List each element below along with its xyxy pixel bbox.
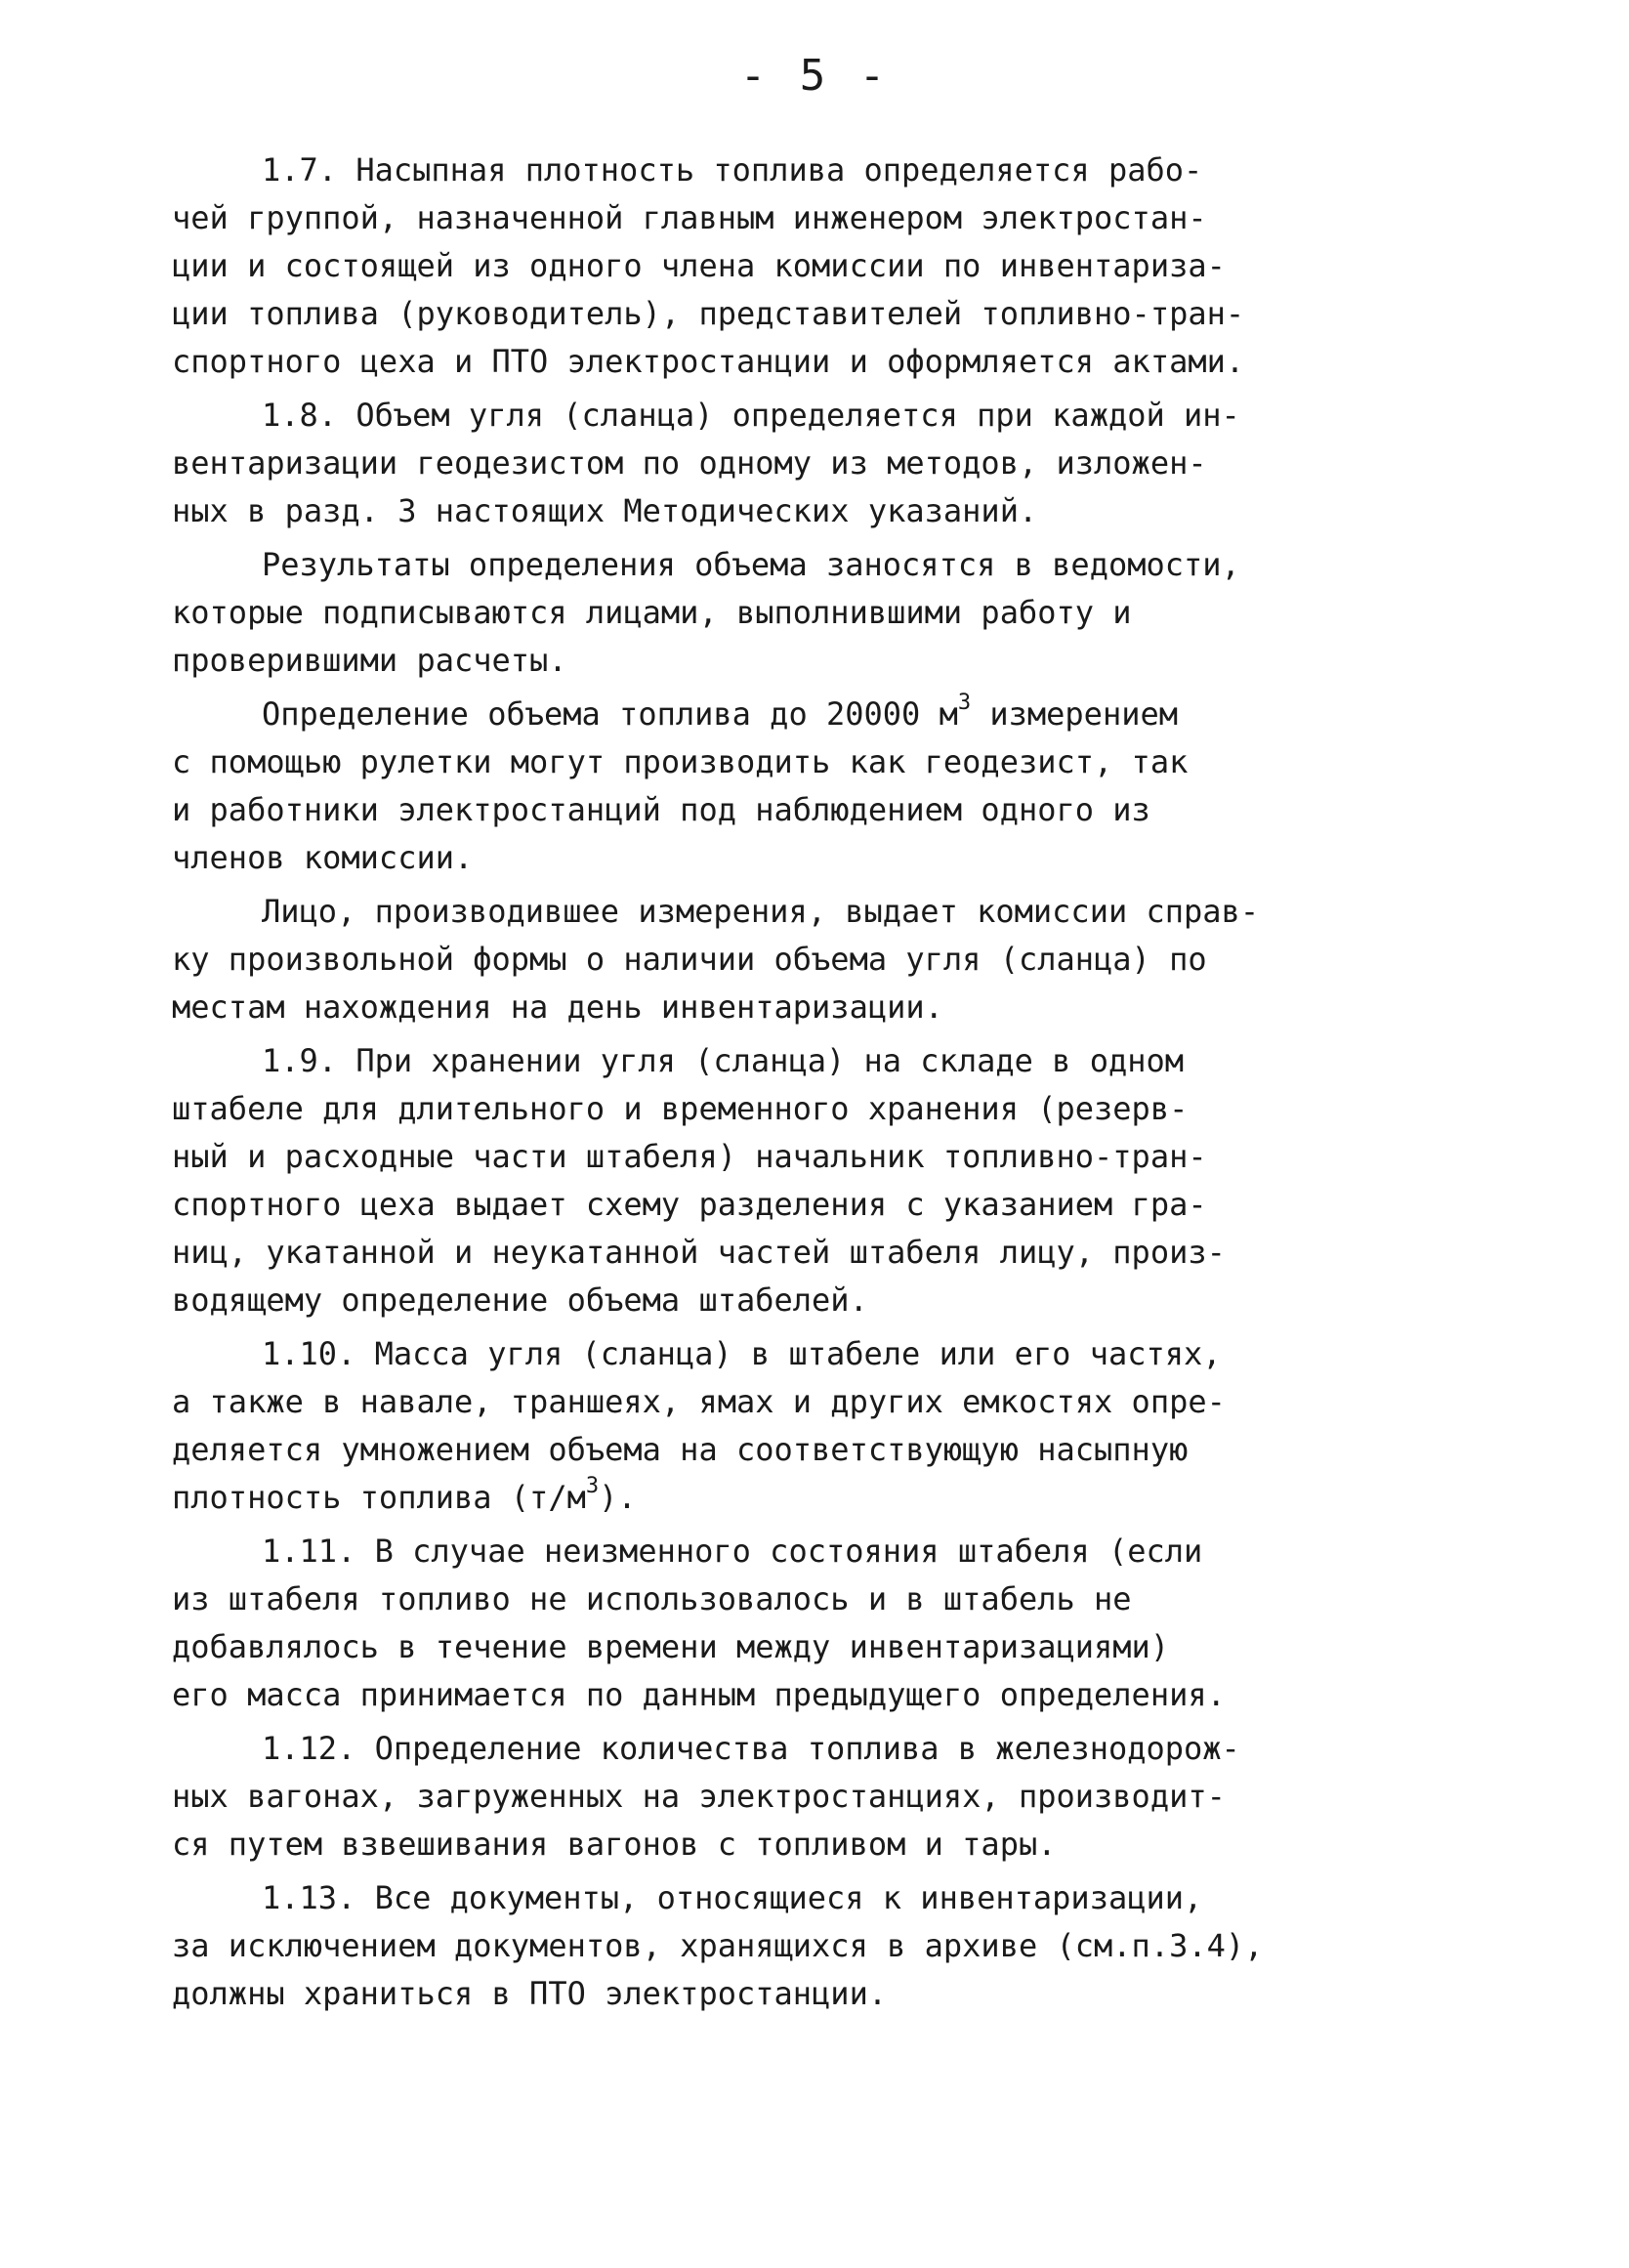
text-segment: Определение объема топлива до 20000 м (262, 695, 958, 733)
paragraph-1-11 (172, 1528, 1481, 1719)
text-segment: плотность топлива (т/м (172, 1479, 586, 1516)
paragraph-1-9 (172, 1037, 1481, 1324)
paragraph-results (172, 541, 1481, 685)
text-line: ных вагонах, загруженных на электростанциях, производит- (172, 1778, 1226, 1815)
text-line: штабеле для длительного и временного хранения (резерв- (172, 1090, 1189, 1127)
text-line: ниц, укатанной и неукатанной частей штабеля лицу, произ- (172, 1234, 1226, 1271)
text-line: должны храниться в ПТО электростанции. (172, 1975, 888, 2012)
text-line: спортного цеха выдает схему разделения с указанием гра- (172, 1186, 1207, 1223)
superscript: 3 (585, 1474, 600, 1498)
text-segment: измерением (971, 695, 1178, 733)
text-line: ции топлива (руководитель), представителей топливно-тран- (172, 295, 1245, 332)
page-number: - 5 - (739, 51, 890, 101)
superscript: 3 (957, 691, 972, 715)
paragraph-1-7 (172, 147, 1481, 386)
text-line: и работники электростанций под наблюдением одного из (172, 791, 1150, 828)
paragraph-1-13 (172, 1874, 1481, 2018)
text-line: 1.7. Насыпная плотность топлива определяется рабо- (262, 151, 1203, 189)
text-line (172, 1474, 1481, 1522)
text-line: деляется умножением объема на соответствующую насыпную (172, 1431, 1189, 1468)
text-line: 1.9. При хранении угля (сланца) на складе в одном (262, 1042, 1185, 1079)
text-line: добавлялось в течение времени между инвентаризациями) (172, 1628, 1170, 1665)
text-line: с помощью рулетки могут производить как геодезист, так (172, 743, 1189, 780)
text-line: 1.10. Масса угля (сланца) в штабеле или его частях, (262, 1335, 1222, 1372)
paragraph-volume-measurement (172, 691, 1481, 882)
text-segment: ). (599, 1479, 637, 1516)
text-line: спортного цеха и ПТО электростанции и оформляется актами. (172, 343, 1245, 380)
text-line: водящему определение объема штабелей. (172, 1281, 868, 1319)
text-line: за исключением документов, хранящихся в архиве (см.п.3.4), (172, 1927, 1264, 1964)
paragraph-1-8 (172, 392, 1481, 535)
text-line: его масса принимается по данным предыдущего определения. (172, 1676, 1226, 1713)
text-line: местам нахождения на день инвентаризации. (172, 988, 943, 1026)
text-line: членов комиссии. (172, 839, 474, 876)
text-line: 1.13. Все документы, относящиеся к инвентаризации, (262, 1879, 1203, 1916)
text-line: 1.12. Определение количества топлива в железнодорож- (262, 1730, 1240, 1767)
text-line: вентаризации геодезистом по одному из методов, изложен- (172, 444, 1207, 482)
paragraph-1-10 (172, 1330, 1481, 1522)
text-line: ции и состоящей из одного члена комиссии по инвентариза- (172, 247, 1226, 284)
text-line: ку произвольной формы о наличии объема угля (сланца) по (172, 941, 1207, 978)
text-line: чей группой, назначенной главным инженером электростан- (172, 199, 1207, 236)
text-line: 1.11. В случае неизменного состояния штабеля (если (262, 1533, 1203, 1570)
text-line: из штабеля топливо не использовалось и в штабель не (172, 1580, 1132, 1617)
text-line: проверившими расчеты. (172, 642, 567, 679)
text-line (172, 691, 1481, 738)
text-line: 1.8. Объем угля (сланца) определяется при каждой ин- (262, 397, 1240, 434)
text-line: которые подписываются лицами, выполнившими работу и (172, 594, 1132, 631)
paragraph-certificate (172, 888, 1481, 1031)
text-line: ся путем взвешивания вагонов с топливом и тары. (172, 1826, 1057, 1863)
text-line: Результаты определения объема заносятся в ведомости, (262, 546, 1240, 583)
text-line: ный и расходные части штабеля) начальник топливно-тран- (172, 1138, 1207, 1175)
text-line: а также в навале, траншеях, ямах и других емкостях опре- (172, 1383, 1226, 1420)
text-line: ных в разд. 3 настоящих Методических указаний. (172, 492, 1038, 529)
document-body (172, 147, 1481, 2024)
text-line: Лицо, производившее измерения, выдает комиссии справ- (262, 893, 1260, 930)
paragraph-1-12 (172, 1725, 1481, 1869)
